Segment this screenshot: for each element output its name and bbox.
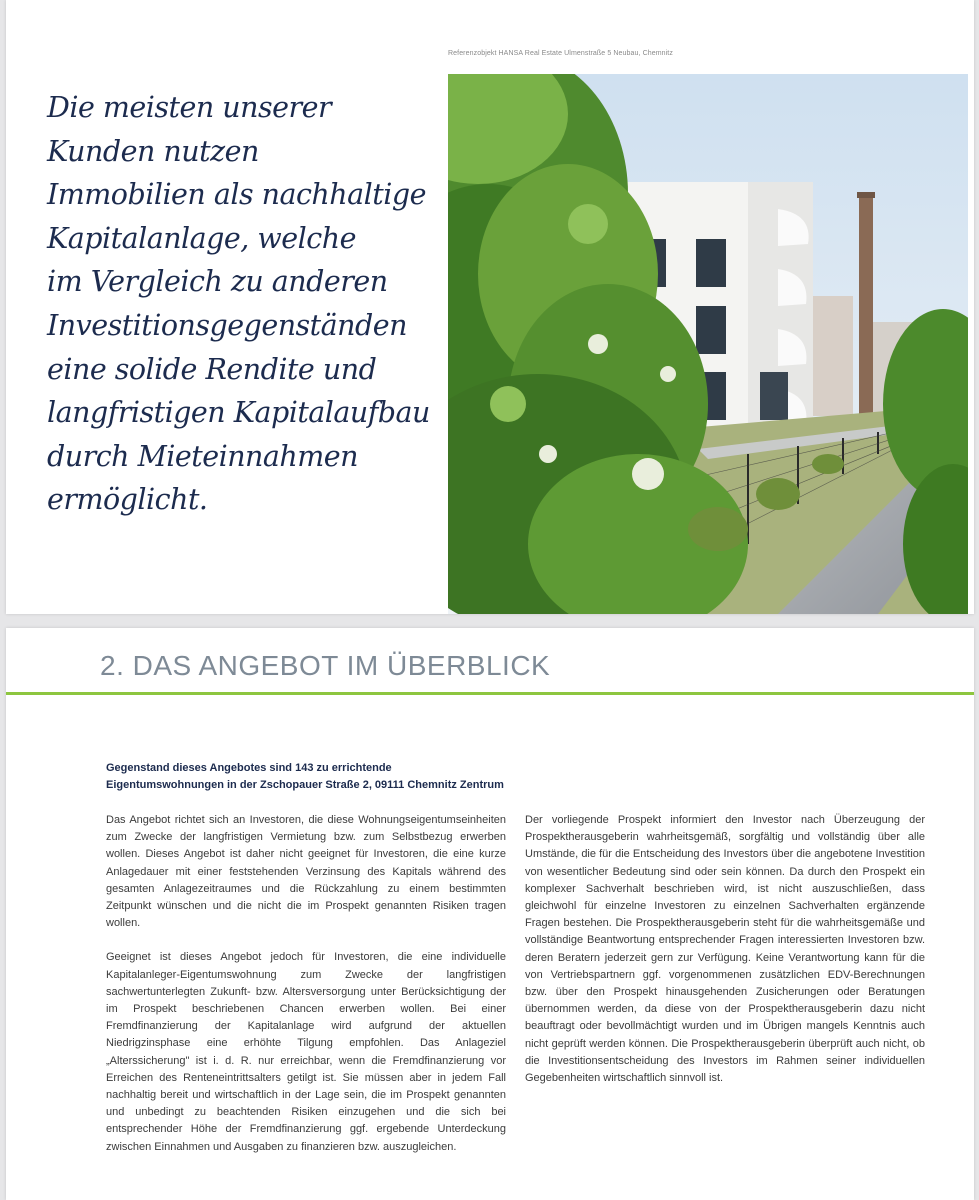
background-building xyxy=(808,296,853,416)
text-column-right xyxy=(525,812,925,1104)
text-column-left xyxy=(106,812,506,1173)
pull-quote xyxy=(47,86,432,522)
quote-line: im Vergleich zu anderen xyxy=(47,265,388,299)
section-title: 2. DAS ANGEBOT IM ÜBERBLICK xyxy=(100,650,551,681)
quote-line: Die meisten unserer xyxy=(47,91,332,124)
accent-rule xyxy=(6,692,974,695)
chimney xyxy=(859,192,873,422)
lead-paragraph: Gegenstand dieses Angebotes sind 143 zu errichtende Eigentumswohnungen in der Zschopauer Straße 2, 09111 Chemnitz Zentrum xyxy=(106,762,504,791)
quote-line: langfristigen Kapitalaufbau xyxy=(47,396,430,430)
quote-line: ermöglicht. xyxy=(47,483,208,517)
photo-caption: Referenzobjekt HANSA Real Estate Ulmenstraße 5 Neubau, Chemnitz xyxy=(448,50,673,57)
quote-line: Immobilien als nachhaltige xyxy=(47,178,426,212)
quote-line: Kapitalanlage, welche xyxy=(47,221,356,255)
body-paragraph: Der vorliegende Prospekt informiert den Investor nach Überzeugung der Prospektherausgeberin wahrheitsgemäß, sorgfältig und vollständig über alle Umstände, die für die Entscheidung des Investors über die angebotene Investition von wesentlicher Bedeutung sind oder sein können. Da durch den Prospekt ein komplexer Sachverhalt beschrieben wird, ist nicht auszuschließen, dass gleichwohl für einzelne Investoren zu einzelnen Sachverhalten ergänzende Fragen bestehen. Die Prospektherausgeberin steht für die wahrheitsgemäße und vollständige Beantwortung entsprechender Fragen interessierten Investoren bzw. deren Beratern jederzeit gern zur Verfügung. Keine Verantwortung kann für die von Vertriebspartnern ggf. vorgenommenen zusätzlichen EDV-Berechnungen bzw. über den Prospekt hinausgehenden Zusicherungen oder Beratungen übernommen werden, da diese von der Prospektherausgeberin dazu nicht beauftragt oder bevollmächtigt wurden und im Übrigen mangels Kenntnis auch nicht geprüft werden können. Die Prospektherausgeberin überprüft auch nicht, ob die Investitionsentscheidung des Investors im Rahmen seiner individuellen Gegebenheiten wirtschaftlich sinnvoll ist. xyxy=(525,814,925,1085)
quote-line: durch Mieteinnahmen xyxy=(47,439,358,473)
body-paragraph: Das Angebot richtet sich an Investoren, die diese Wohnungseigentumseinheiten zum Zwecke der langfristigen Vermietung bzw. zum Selbstbezug erwerben wollen. Dieses Angebot ist daher nicht geeignet für Investoren, die eine kurze Anlagedauer mit einer feststehenden Verzinsung des Kapitals während des gesamten Anlagezeitraumes und die Rückzahlung zu einem bestimmten Zeitpunkt wünschen und die nicht die im Prospekt genannten Risiken tragen wollen. xyxy=(106,814,506,930)
quote-line: eine solide Rendite und xyxy=(47,352,377,386)
quote-line: Investitionsgegenständen xyxy=(47,308,407,342)
building-photo xyxy=(448,74,968,614)
body-paragraph: Geeignet ist dieses Angebot jedoch für Investoren, die eine individuelle Kapitalanleger-Eigentumswohnung zum Zwecke der langfristigen sachwertunterlegten Zukunft- bzw. Altersversorgung unter Berücksichtigung der im Prospekt beschriebenen Chancen erwerben wollen. Bei einer Fremdfinanzierung der Kapitalanlage wird aufgrund der aktuellen Niedrigzinsphase eine erhöhte Tilgung empfohlen. Das Anlageziel „Alterssicherung" ist i. d. R. nur erreichbar, wenn die Fremdfinanzierung vor Erreichen des Renteneintrittsalters getilgt ist. Sie müssen aber in jedem Fall nachhaltig bereit und wirtschaftlich in der Lage sein, die im Prospekt genannten und unbedingt zu beachtenden Risiken einzugehen und die sich bei entsprechender Höhe der Fremdfinanzierung ggf. ergebende Unterdeckung zwischen Einnahmen und Ausgaben zu finanzieren bzw. auszugleichen. xyxy=(106,951,506,1153)
quote-line: Kunden nutzen xyxy=(47,134,259,168)
